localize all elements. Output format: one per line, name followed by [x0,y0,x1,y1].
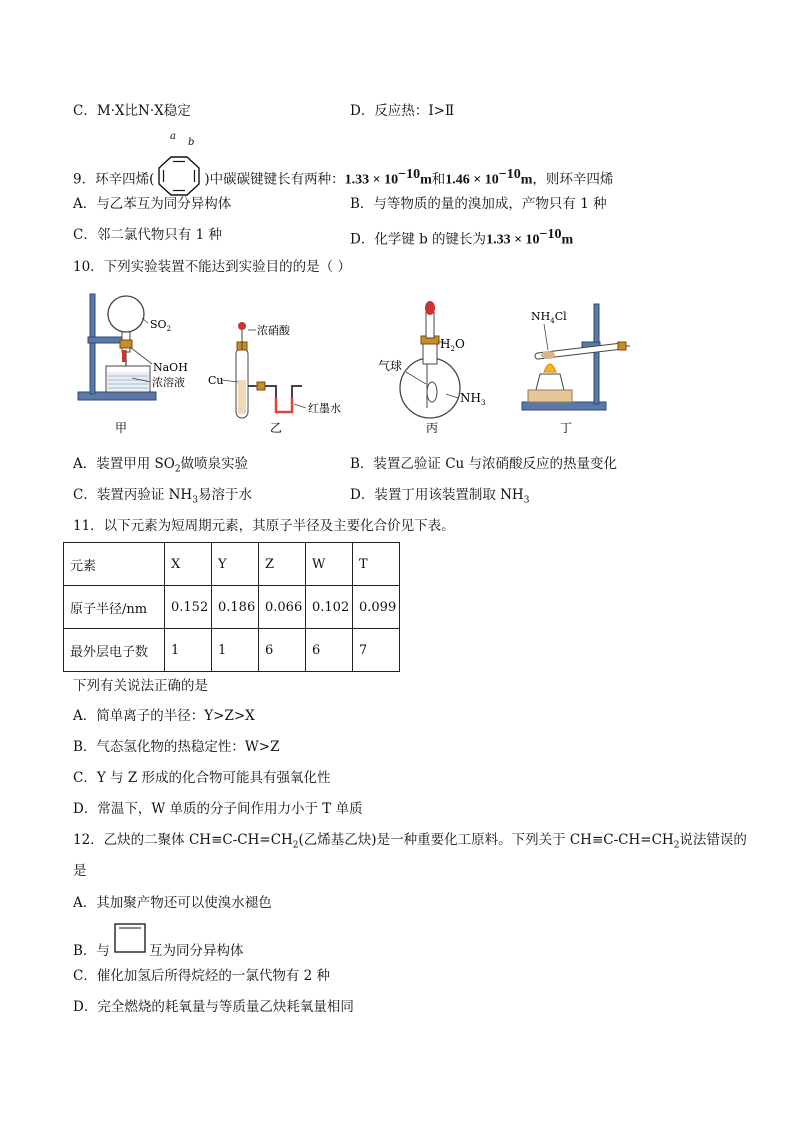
q9-option-c: C．邻二氯代物只有 1 种 [73,227,223,243]
q11-stem: 11．以下元素为短周期元素，其原子半径及主要化合价见下表。 [73,518,455,534]
q11-option-b: B．气态氢化物的热稳定性：W>Z [73,739,280,755]
label-bing: 丙 [426,421,439,435]
table-cell: 0.152 [165,586,212,629]
table-row [64,629,400,672]
q10-option-a [73,454,248,480]
q10-option-c-sub: 3 [192,495,198,506]
label-balloon: 气球 [378,359,403,373]
table-cell: 6 [306,629,353,672]
q12-stem-continued: 是 [73,863,87,879]
q12-option-b-text: B．与 [73,943,110,959]
table-cell: T [353,543,400,586]
label-ding: 丁 [560,421,573,435]
label-cu: Cu [208,374,224,387]
apparatus-jia [78,294,188,435]
q12-option-b-end: 互为同分异构体 [149,943,244,959]
apparatus-ding [522,304,630,435]
q10-option-d-sub: 3 [523,495,530,506]
q10-option-b: B．装置乙验证 Cu 与浓硝酸反应的热量变化 [350,456,618,472]
table-row [64,586,400,629]
q12-stem [73,830,747,856]
apparatus-bing [378,301,485,435]
label-naoh: NaOH [153,361,188,374]
q9-option-d [350,225,573,251]
q9-stem-start: 9．环辛四烯( [73,171,155,188]
q9-stem [73,165,613,198]
q9-length-1: 1.33 × 10 [344,172,399,188]
table-cell: W [306,543,353,586]
label-jia: 甲 [115,421,128,435]
q9-bond-label-a: a [170,131,176,142]
q10-option-c [73,485,252,511]
q10-option-d-text: D．装置丁用该装置制取 NH [350,487,524,503]
q11-element-table [63,542,400,672]
q12-sub-1: 2 [292,840,299,851]
table-cell: 6 [259,629,306,672]
q9-option-d-unit: m [561,232,574,248]
label-so2: $SO_2$ [150,318,172,333]
apparatus-yi [208,322,341,435]
q9-exponent-1: −10 [398,167,421,182]
table-cell: 0.186 [212,586,259,629]
q12-option-b [73,941,110,961]
q12-sub-2: 2 [673,840,680,851]
q10-option-a-sub: 2 [174,464,181,475]
q9-option-b: B．与等物质的量的溴加成，产物只有 1 种 [350,196,607,212]
q9-option-d-value: 1.33 × 10 [486,232,540,248]
table-row [64,543,400,586]
q9-option-a: A．与乙苯互为同分异构体 [73,196,232,212]
q10-option-c-end: 易溶于水 [197,487,252,503]
q10-stem: 10．下列实验装置不能达到实验目的的是（ ） [73,259,351,275]
q10-option-d [350,485,529,511]
q9-length-2: 1.46 × 10 [445,172,499,188]
table-cell: X [165,543,212,586]
table-cell: 最外层电子数 [64,629,165,672]
table-cell: 0.066 [259,586,306,629]
table-cell: Y [212,543,259,586]
q9-option-d-exponent: −10 [539,227,562,242]
q10-option-c-text: C．装置丙验证 NH [73,487,193,503]
q9-bond-label-b: b [188,137,195,148]
table-cell: 1 [212,629,259,672]
q10-option-a-end: 做喷泉实验 [180,456,249,472]
q12-stem-middle: (乙烯基乙炔)是一种重要化工原料。下列关于 CH≡C-CH=CH [298,832,674,848]
q9-option-d-text: D．化学键 b 的键长为 [350,231,487,248]
q11-after-table: 下列有关说法正确的是 [73,678,208,694]
q12-option-a: A．其加聚产物还可以使溴水褪色 [73,895,272,911]
q9-unit-1: m [420,172,432,188]
table-cell: 1 [165,629,212,672]
q9-and: 和 [431,171,446,188]
q9-unit-2: m [520,172,533,188]
label-concentrated-nitric-acid: 浓硝酸 [257,324,290,337]
table-cell: 0.102 [306,586,353,629]
table-cell: 元素 [64,543,165,586]
q9-stem-end: ，则环辛四烯 [532,171,614,188]
q12-option-d: D．完全燃烧的耗氧量与等质量乙炔耗氧量相同 [73,999,354,1015]
table-cell: 0.099 [353,586,400,629]
q10-option-a-text: A．装置甲用 SO [73,456,175,472]
label-nh3: $NH_3$ [460,391,486,407]
q9-stem-middle: )中碳碳键键长有两种： [204,171,345,188]
label-h2o: $H_2O$ [440,337,465,353]
table-cell: 7 [353,629,400,672]
label-red-ink: 红墨水 [308,402,341,415]
q11-option-d: D．常温下，W 单质的分子间作用力小于 T 单质 [73,801,363,817]
q9-exponent-2: −10 [498,167,521,182]
label-yi: 乙 [270,421,283,435]
q11-option-a: A．简单离子的半径：Y>Z>X [73,708,255,724]
table-cell: Z [259,543,306,586]
q8-option-c: C．M·X比N·X稳定 [73,103,191,119]
q8-option-d: D．反应热：Ⅰ>Ⅱ [350,103,455,119]
q10-apparatus-figure [70,290,630,445]
q12-stem-end: 说法错误的 [679,832,747,848]
label-concentrated-solution: 浓溶液 [152,376,185,389]
cyclobutene-structure [113,922,147,954]
cyclooctatetraene-structure [154,154,204,198]
q12-option-c: C．催化加氢后所得烷烃的一氯代物有 2 种 [73,968,331,984]
q12-stem-start: 12．乙炔的二聚体 CH≡C-CH=CH [73,832,293,848]
label-nh4cl: $NH_4Cl$ [531,310,567,325]
table-cell: 原子半径/nm [64,586,165,629]
q11-option-c: C．Y 与 Z 形成的化合物可能具有强氧化性 [73,770,331,786]
